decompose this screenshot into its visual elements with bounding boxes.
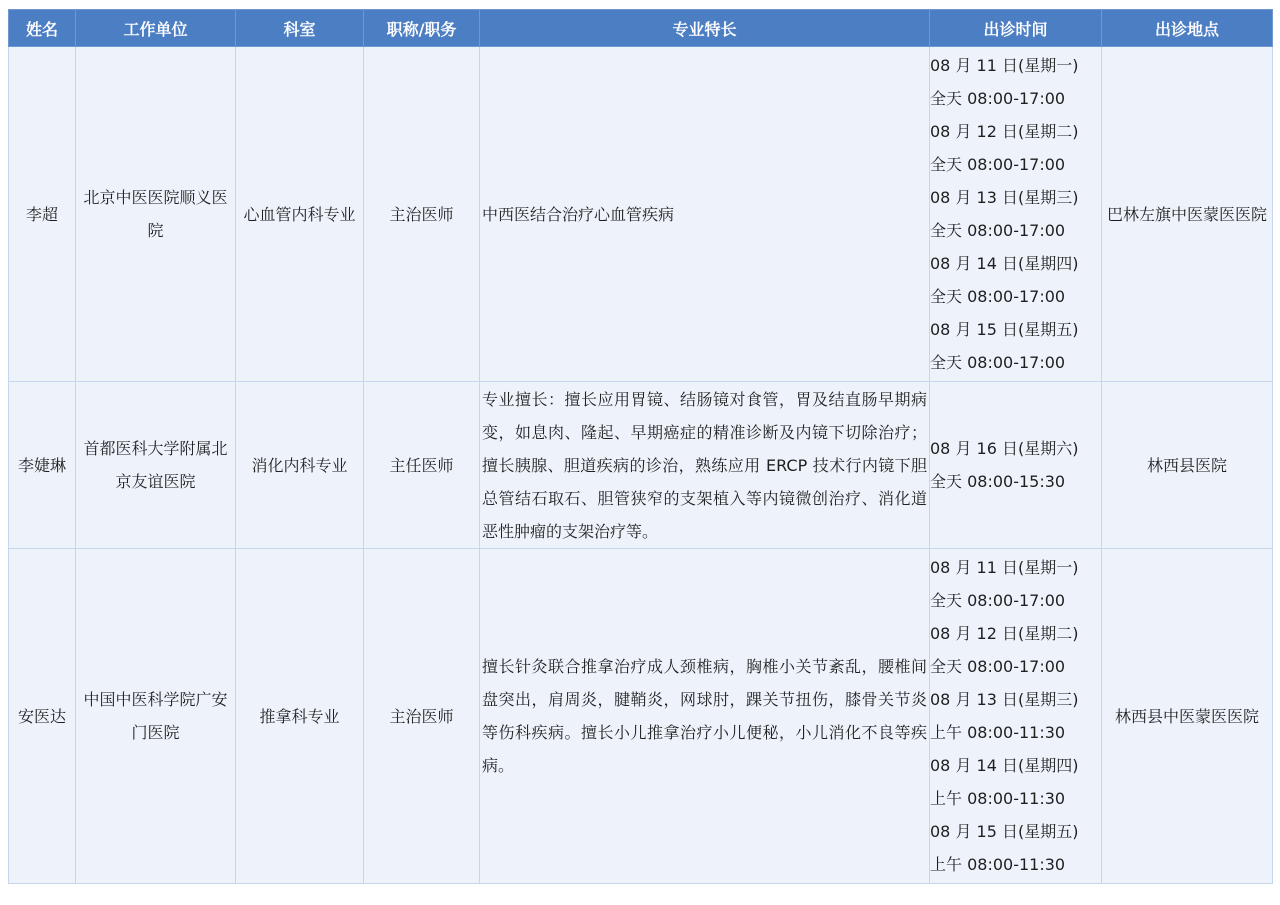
header-title: 职称/职务 bbox=[364, 10, 480, 47]
schedule-line: 全天 08:00-17:00 bbox=[930, 591, 1066, 610]
table-header-row bbox=[9, 10, 1273, 47]
cell-title bbox=[364, 47, 480, 382]
cell-location bbox=[1102, 382, 1273, 549]
table-row bbox=[9, 47, 1273, 382]
schedule-line: 全天 08:00-17:00 bbox=[930, 657, 1066, 676]
header-schedule: 出诊时间 bbox=[930, 10, 1102, 47]
schedule-line: 08 月 11 日(星期一) bbox=[930, 56, 1079, 75]
schedule-line: 全天 08:00-17:00 bbox=[930, 89, 1066, 108]
cell-unit bbox=[76, 47, 236, 382]
cell-title bbox=[364, 382, 480, 549]
cell-dept bbox=[236, 382, 364, 549]
cell-schedule bbox=[930, 549, 1102, 884]
schedule-line: 08 月 13 日(星期三) bbox=[930, 690, 1079, 709]
cell-name bbox=[9, 549, 76, 884]
header-specialty: 专业特长 bbox=[480, 10, 930, 47]
schedule-line: 全天 08:00-17:00 bbox=[930, 287, 1066, 306]
schedule-line: 08 月 15 日(星期五) bbox=[930, 822, 1079, 841]
department: 推拿科专业 bbox=[259, 706, 340, 726]
schedule-line: 08 月 15 日(星期五) bbox=[930, 320, 1079, 339]
department: 心血管内科专业 bbox=[243, 204, 356, 224]
header-dept: 科室 bbox=[236, 10, 364, 47]
clinic-location: 林西县医院 bbox=[1146, 455, 1227, 475]
specialty-text: 专业擅长：擅长应用胃镜、结肠镜对食管，胃及结直肠早期病变，如息肉、隆起、早期癌症的精准诊断及内镜下切除治疗；擅长胰腺、胆道疾病的诊治，熟练应用 ERCP 技术行内镜下胆总管结石取石、胆管狭窄的支架植入等内镜微创治疗、消化道恶性肿瘤的支架治疗等。 bbox=[482, 389, 927, 541]
job-title: 主任医师 bbox=[389, 455, 454, 475]
schedule-line: 全天 08:00-17:00 bbox=[930, 353, 1066, 372]
schedule-line: 08 月 12 日(星期二) bbox=[930, 122, 1079, 141]
job-title: 主治医师 bbox=[389, 204, 454, 224]
cell-dept bbox=[236, 47, 364, 382]
doctor-schedule-table bbox=[8, 9, 1273, 884]
table-row bbox=[9, 382, 1273, 549]
schedule-line: 08 月 13 日(星期三) bbox=[930, 188, 1079, 207]
schedule-line: 全天 08:00-17:00 bbox=[930, 155, 1066, 174]
cell-unit bbox=[76, 549, 236, 884]
department: 消化内科专业 bbox=[251, 455, 348, 475]
header-unit: 工作单位 bbox=[76, 10, 236, 47]
schedule-line: 上午 08:00-11:30 bbox=[930, 723, 1066, 742]
header-name: 姓名 bbox=[9, 10, 76, 47]
cell-specialty bbox=[480, 47, 930, 382]
doctor-name: 李超 bbox=[25, 204, 58, 224]
schedule-line: 全天 08:00-17:00 bbox=[930, 221, 1066, 240]
cell-unit bbox=[76, 382, 236, 549]
schedule-line: 全天 08:00-15:30 bbox=[930, 472, 1066, 491]
cell-dept bbox=[236, 549, 364, 884]
work-unit: 北京中医医院顺义医院 bbox=[83, 188, 228, 240]
schedule-line: 08 月 14 日(星期四) bbox=[930, 756, 1079, 775]
schedule-line: 08 月 16 日(星期六) bbox=[930, 439, 1079, 458]
cell-location bbox=[1102, 47, 1273, 382]
cell-name bbox=[9, 382, 76, 549]
schedule-line: 上午 08:00-11:30 bbox=[930, 789, 1066, 808]
cell-title bbox=[364, 549, 480, 884]
cell-location bbox=[1102, 549, 1273, 884]
specialty-text: 中西医结合治疗心血管疾病 bbox=[482, 204, 675, 224]
job-title: 主治医师 bbox=[389, 706, 454, 726]
clinic-location: 巴林左旗中医蒙医医院 bbox=[1106, 204, 1267, 224]
cell-schedule bbox=[930, 382, 1102, 549]
cell-specialty bbox=[480, 382, 930, 549]
table-row bbox=[9, 549, 1273, 884]
schedule-line: 08 月 14 日(星期四) bbox=[930, 254, 1079, 273]
cell-specialty bbox=[480, 549, 930, 884]
schedule-line: 08 月 11 日(星期一) bbox=[930, 558, 1079, 577]
doctor-name: 安医达 bbox=[17, 706, 66, 726]
schedule-line: 上午 08:00-11:30 bbox=[930, 855, 1066, 874]
cell-name bbox=[9, 47, 76, 382]
work-unit: 中国中医科学院广安门医院 bbox=[83, 690, 228, 742]
cell-schedule bbox=[930, 47, 1102, 382]
doctor-name: 李婕琳 bbox=[17, 455, 66, 475]
clinic-location: 林西县中医蒙医医院 bbox=[1114, 706, 1259, 726]
specialty-text: 擅长针灸联合推拿治疗成人颈椎病，胸椎小关节紊乱，腰椎间盘突出，肩周炎，腱鞘炎，网球肘，踝关节扭伤，膝骨关节炎等伤科疾病。擅长小儿推拿治疗小儿便秘，小儿消化不良等疾病。 bbox=[482, 657, 927, 775]
schedule-line: 08 月 12 日(星期二) bbox=[930, 624, 1079, 643]
work-unit: 首都医科大学附属北京友谊医院 bbox=[83, 439, 228, 491]
header-location: 出诊地点 bbox=[1102, 10, 1273, 47]
schedule-table-container bbox=[8, 9, 1273, 884]
